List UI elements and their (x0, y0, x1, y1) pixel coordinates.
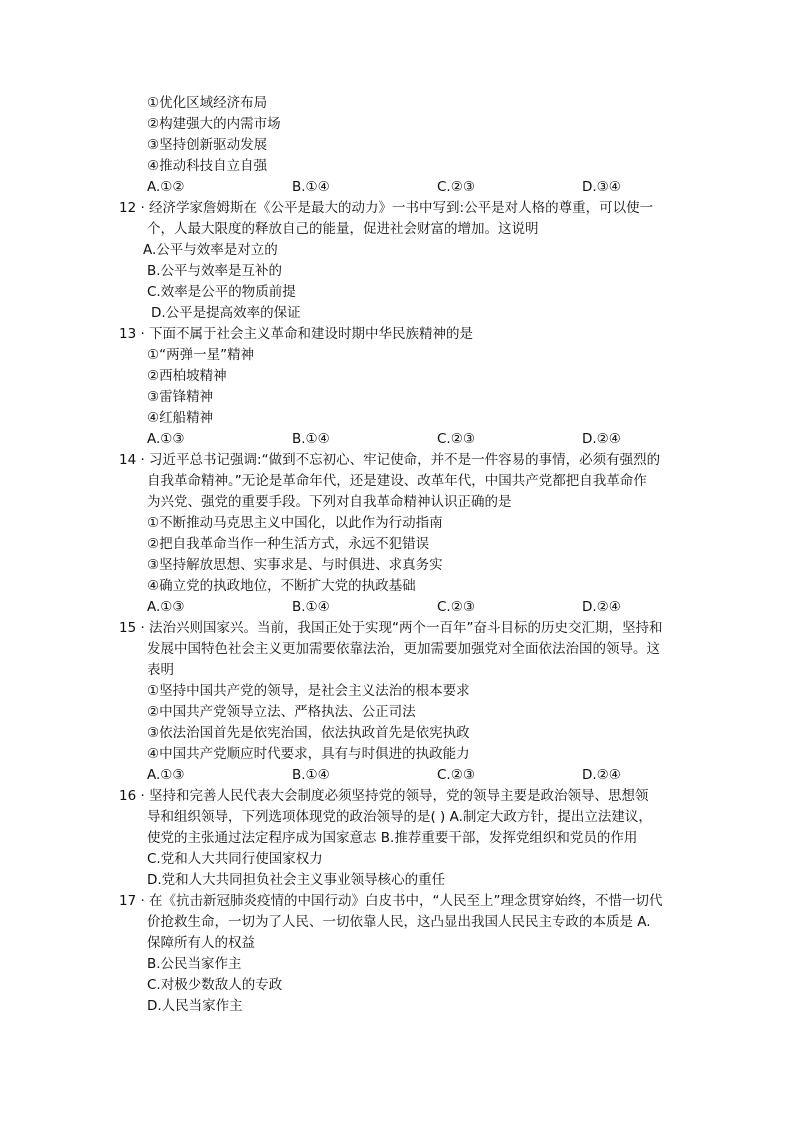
q15-choice-c: C.②③ (437, 767, 475, 783)
q13-item-4: ④红船精神 (147, 410, 214, 426)
q11-item-3: ③坚持创新驱动发展 (147, 137, 268, 153)
q15-item-2: ②中国共产党领导立法、严格执法、公正司法 (147, 704, 416, 720)
q13-choice-b: B.①④ (292, 431, 330, 447)
q11-item-1: ①优化区域经济布局 (147, 95, 268, 111)
q11-item-2: ②构建强大的内需市场 (147, 116, 281, 132)
q15-item-4: ④中国共产党顺应时代要求，具有与时俱进的执政能力 (147, 746, 470, 762)
q15-item-1: ①坚持中国共产党的领导，是社会主义法治的根本要求 (147, 683, 470, 699)
q12-option-b: B.公平与效率是互补的 (147, 263, 283, 279)
q16-stem-line-2: 导和组织领导，下列选项体现党的政治领导的是( ) A.制定大政方针，提出立法建议， (147, 809, 652, 825)
q14-choice-d: D.②④ (582, 599, 621, 615)
q16-stem-line-1: 16 · 坚持和完善人民代表大会制度必须坚持党的领导，党的领导主要是政治领导、思想领 (119, 788, 649, 804)
q17-option-d: D.人民当家作主 (147, 998, 243, 1014)
q15-choice-b: B.①④ (292, 767, 330, 783)
q14-choice-c: C.②③ (437, 599, 475, 615)
q13-choice-c: C.②③ (437, 431, 475, 447)
q15-choice-a: A.①③ (147, 767, 185, 783)
q17-stem-line-2: 价抢救生命，一切为了人民、一切依靠人民，这凸显出我国人民民主专政的本质是 A. (147, 914, 651, 930)
q15-stem-line-1: 15 · 法治兴则国家兴。当前，我国正处于实现“两个一百年”奋斗目标的历史交汇期，坚持和 (119, 620, 663, 636)
q15-stem-line-3: 表明 (147, 662, 174, 678)
q13-item-1: ①“两弹一星”精神 (147, 347, 255, 363)
q13-item-3: ③雷锋精神 (147, 389, 214, 405)
q14-stem-line-3: 为兴党、强党的重要手段。下列对自我革命精神认识正确的是 (147, 494, 512, 510)
q11-choice-a: A.①② (147, 179, 185, 195)
q12-stem-line-1: 12 · 经济学家詹姆斯在《公平是最大的动力》一书中写到:公平是对人格的尊重，可以使一 (119, 200, 654, 216)
q16-option-d: D.党和人大共同担负社会主义事业领导核心的重任 (147, 872, 446, 888)
q11-choice-b: B.①④ (292, 179, 330, 195)
q14-item-2: ②把自我革命当作一种生活方式，永远不犯错误 (147, 536, 430, 552)
q14-item-4: ④确立党的执政地位，不断扩大党的执政基础 (147, 578, 416, 594)
q12-option-c: C.效率是公平的物质前提 (147, 284, 296, 300)
q15-choice-d: D.②④ (582, 767, 621, 783)
q13-choice-a: A.①③ (147, 431, 185, 447)
q11-item-4: ④推动科技自立自强 (147, 158, 268, 174)
q15-stem-line-2: 发展中国特色社会主义更加需要依靠法治，更加需要加强党对全面依法治国的领导。这 (147, 641, 660, 657)
q13-stem-line-1: 13 · 下面不属于社会主义革命和建设时期中华民族精神的是 (119, 326, 474, 342)
q17-stem-line-3: 保障所有人的权益 (147, 935, 255, 951)
q12-option-d: D.公平是提高效率的保证 (151, 305, 301, 321)
q16-option-c: C.党和人大共同行使国家权力 (147, 851, 323, 867)
q17-stem-line-1: 17 · 在《抗击新冠肺炎疫情的中国行动》白皮书中，“人民至上”理念贯穿始终，不惜一切代 (119, 893, 663, 909)
q14-item-3: ③坚持解放思想、实事求是、与时俱进、求真务实 (147, 557, 443, 573)
q13-choice-d: D.②④ (582, 431, 621, 447)
q14-stem-line-1: 14 · 习近平总书记强调:“做到不忘初心、牢记使命，并不是一件容易的事情，必须有强烈的 (119, 452, 661, 468)
q11-choice-d: D.③④ (582, 179, 621, 195)
q12-option-a: A.公平与效率是对立的 (143, 242, 278, 258)
q17-option-c: C.对极少数敌人的专政 (147, 977, 283, 993)
q15-item-3: ③依法治国首先是依宪治国，依法执政首先是依宪执政 (147, 725, 470, 741)
q17-option-b: B.公民当家作主 (147, 956, 242, 972)
q13-item-2: ②西柏坡精神 (147, 368, 227, 384)
q14-stem-line-2: 自我革命精神。”无论是革命年代，还是建设、改革年代，中国共产党都把自我革命作 (147, 473, 647, 489)
q14-item-1: ①不断推动马克思主义中国化，以此作为行动指南 (147, 515, 443, 531)
q12-stem-line-2: 个，人最大限度的释放自己的能量，促进社会财富的增加。这说明 (147, 221, 539, 237)
q14-choice-b: B.①④ (292, 599, 330, 615)
q16-stem-line-3: 使党的主张通过法定程序成为国家意志 B.推荐重要干部，发挥党组织和党员的作用 (147, 830, 638, 846)
q11-choice-c: C.②③ (437, 179, 475, 195)
q14-choice-a: A.①③ (147, 599, 185, 615)
